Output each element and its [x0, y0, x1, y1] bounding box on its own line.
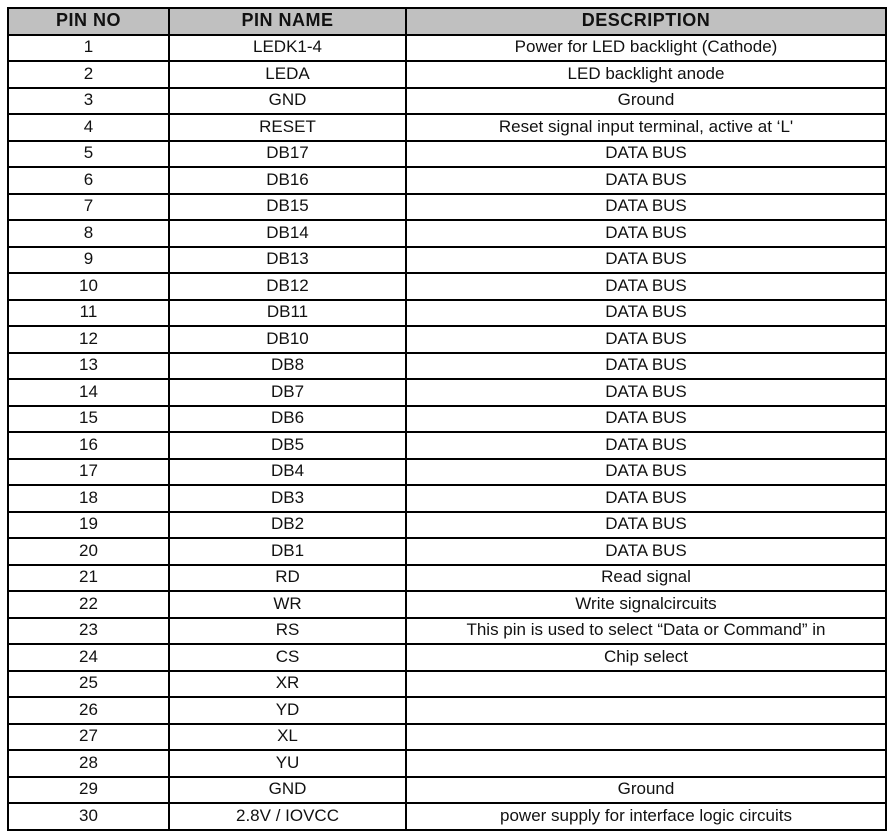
table-row	[8, 512, 886, 539]
pin-name-cell: DB12	[169, 273, 406, 300]
pin-name-cell: DB15	[169, 194, 406, 221]
pin-no-cell: 22	[8, 591, 169, 618]
description-cell: DATA BUS	[406, 353, 886, 380]
pin-name-cell: DB11	[169, 300, 406, 327]
pin-name-cell: XL	[169, 724, 406, 751]
description-cell: DATA BUS	[406, 167, 886, 194]
description-cell	[406, 671, 886, 698]
pin-no-cell: 26	[8, 697, 169, 724]
table-row	[8, 88, 886, 115]
description-cell: LED backlight anode	[406, 61, 886, 88]
pin-no-cell: 1	[8, 35, 169, 62]
table-row	[8, 565, 886, 592]
table-row	[8, 644, 886, 671]
pin-no-cell: 11	[8, 300, 169, 327]
pin-name-cell: DB8	[169, 353, 406, 380]
pin-name-cell: DB3	[169, 485, 406, 512]
pin-no-cell: 2	[8, 61, 169, 88]
description-cell: Power for LED backlight (Cathode)	[406, 35, 886, 62]
description-cell	[406, 750, 886, 777]
pin-no-cell: 4	[8, 114, 169, 141]
table-row	[8, 459, 886, 486]
description-cell: This pin is used to select “Data or Command” in	[406, 618, 886, 645]
pin-no-cell: 23	[8, 618, 169, 645]
table-row	[8, 432, 886, 459]
table-row	[8, 194, 886, 221]
pin-name-cell: DB7	[169, 379, 406, 406]
description-cell: DATA BUS	[406, 273, 886, 300]
description-cell: Read signal	[406, 565, 886, 592]
pin-no-cell: 30	[8, 803, 169, 830]
pin-name-cell: LEDA	[169, 61, 406, 88]
pin-name-cell: RD	[169, 565, 406, 592]
pin-no-cell: 18	[8, 485, 169, 512]
pin-name-cell: 2.8V / IOVCC	[169, 803, 406, 830]
pin-no-cell: 24	[8, 644, 169, 671]
table-row	[8, 247, 886, 274]
pin-no-cell: 6	[8, 167, 169, 194]
table-row	[8, 724, 886, 751]
pin-no-cell: 20	[8, 538, 169, 565]
table-row	[8, 618, 886, 645]
description-cell: DATA BUS	[406, 485, 886, 512]
pin-no-cell: 25	[8, 671, 169, 698]
description-cell: Reset signal input terminal, active at ‘L'	[406, 114, 886, 141]
table-row	[8, 167, 886, 194]
pin-name-cell: DB17	[169, 141, 406, 168]
pin-name-cell: CS	[169, 644, 406, 671]
pin-name-cell: DB10	[169, 326, 406, 353]
description-cell: Write signalcircuits	[406, 591, 886, 618]
pin-name-cell: DB16	[169, 167, 406, 194]
pin-no-cell: 5	[8, 141, 169, 168]
table-row	[8, 300, 886, 327]
pin-name-cell: DB14	[169, 220, 406, 247]
pin-name-cell: LEDK1-4	[169, 35, 406, 62]
pin-name-cell: DB5	[169, 432, 406, 459]
pin-no-cell: 19	[8, 512, 169, 539]
pin-no-cell: 15	[8, 406, 169, 433]
table-row	[8, 353, 886, 380]
pin-no-cell: 29	[8, 777, 169, 804]
table-row	[8, 406, 886, 433]
table-row	[8, 141, 886, 168]
pin-no-cell: 8	[8, 220, 169, 247]
table-row	[8, 379, 886, 406]
description-cell: power supply for interface logic circuits	[406, 803, 886, 830]
pin-name-cell: RESET	[169, 114, 406, 141]
column-header-description: DESCRIPTION	[406, 8, 886, 35]
column-header-pin-no: PIN NO	[8, 8, 169, 35]
pin-name-cell: RS	[169, 618, 406, 645]
description-cell: DATA BUS	[406, 432, 886, 459]
description-cell: DATA BUS	[406, 300, 886, 327]
table-row	[8, 326, 886, 353]
table-row	[8, 591, 886, 618]
pin-no-cell: 10	[8, 273, 169, 300]
pin-no-cell: 21	[8, 565, 169, 592]
description-cell: DATA BUS	[406, 326, 886, 353]
table-row	[8, 220, 886, 247]
table-row	[8, 777, 886, 804]
pin-name-cell: DB2	[169, 512, 406, 539]
pin-name-cell: DB13	[169, 247, 406, 274]
table-row	[8, 803, 886, 830]
pin-name-cell: YD	[169, 697, 406, 724]
description-cell: Ground	[406, 88, 886, 115]
description-cell: Chip select	[406, 644, 886, 671]
pin-no-cell: 9	[8, 247, 169, 274]
table-row	[8, 114, 886, 141]
description-cell: DATA BUS	[406, 512, 886, 539]
pin-table-body	[8, 35, 886, 830]
pin-name-cell: GND	[169, 88, 406, 115]
description-cell: DATA BUS	[406, 194, 886, 221]
pin-name-cell: GND	[169, 777, 406, 804]
table-row	[8, 35, 886, 62]
description-cell: DATA BUS	[406, 406, 886, 433]
pin-no-cell: 16	[8, 432, 169, 459]
pin-name-cell: WR	[169, 591, 406, 618]
column-header-pin-name: PIN NAME	[169, 8, 406, 35]
pin-name-cell: DB6	[169, 406, 406, 433]
table-row	[8, 697, 886, 724]
table-row	[8, 750, 886, 777]
pin-no-cell: 12	[8, 326, 169, 353]
table-row	[8, 671, 886, 698]
table-row	[8, 485, 886, 512]
description-cell: DATA BUS	[406, 459, 886, 486]
description-cell: DATA BUS	[406, 141, 886, 168]
pin-name-cell: DB4	[169, 459, 406, 486]
description-cell: DATA BUS	[406, 538, 886, 565]
description-cell: DATA BUS	[406, 247, 886, 274]
pin-no-cell: 3	[8, 88, 169, 115]
description-cell	[406, 697, 886, 724]
pin-name-cell: XR	[169, 671, 406, 698]
description-cell: DATA BUS	[406, 379, 886, 406]
table-row	[8, 61, 886, 88]
pin-no-cell: 7	[8, 194, 169, 221]
pin-no-cell: 28	[8, 750, 169, 777]
pin-assignment-table	[7, 7, 887, 831]
pin-no-cell: 27	[8, 724, 169, 751]
pin-name-cell: YU	[169, 750, 406, 777]
pin-name-cell: DB1	[169, 538, 406, 565]
pin-no-cell: 14	[8, 379, 169, 406]
description-cell: Ground	[406, 777, 886, 804]
description-cell	[406, 724, 886, 751]
header-row	[8, 8, 886, 35]
table-row	[8, 273, 886, 300]
pin-no-cell: 13	[8, 353, 169, 380]
description-cell: DATA BUS	[406, 220, 886, 247]
pin-no-cell: 17	[8, 459, 169, 486]
table-row	[8, 538, 886, 565]
